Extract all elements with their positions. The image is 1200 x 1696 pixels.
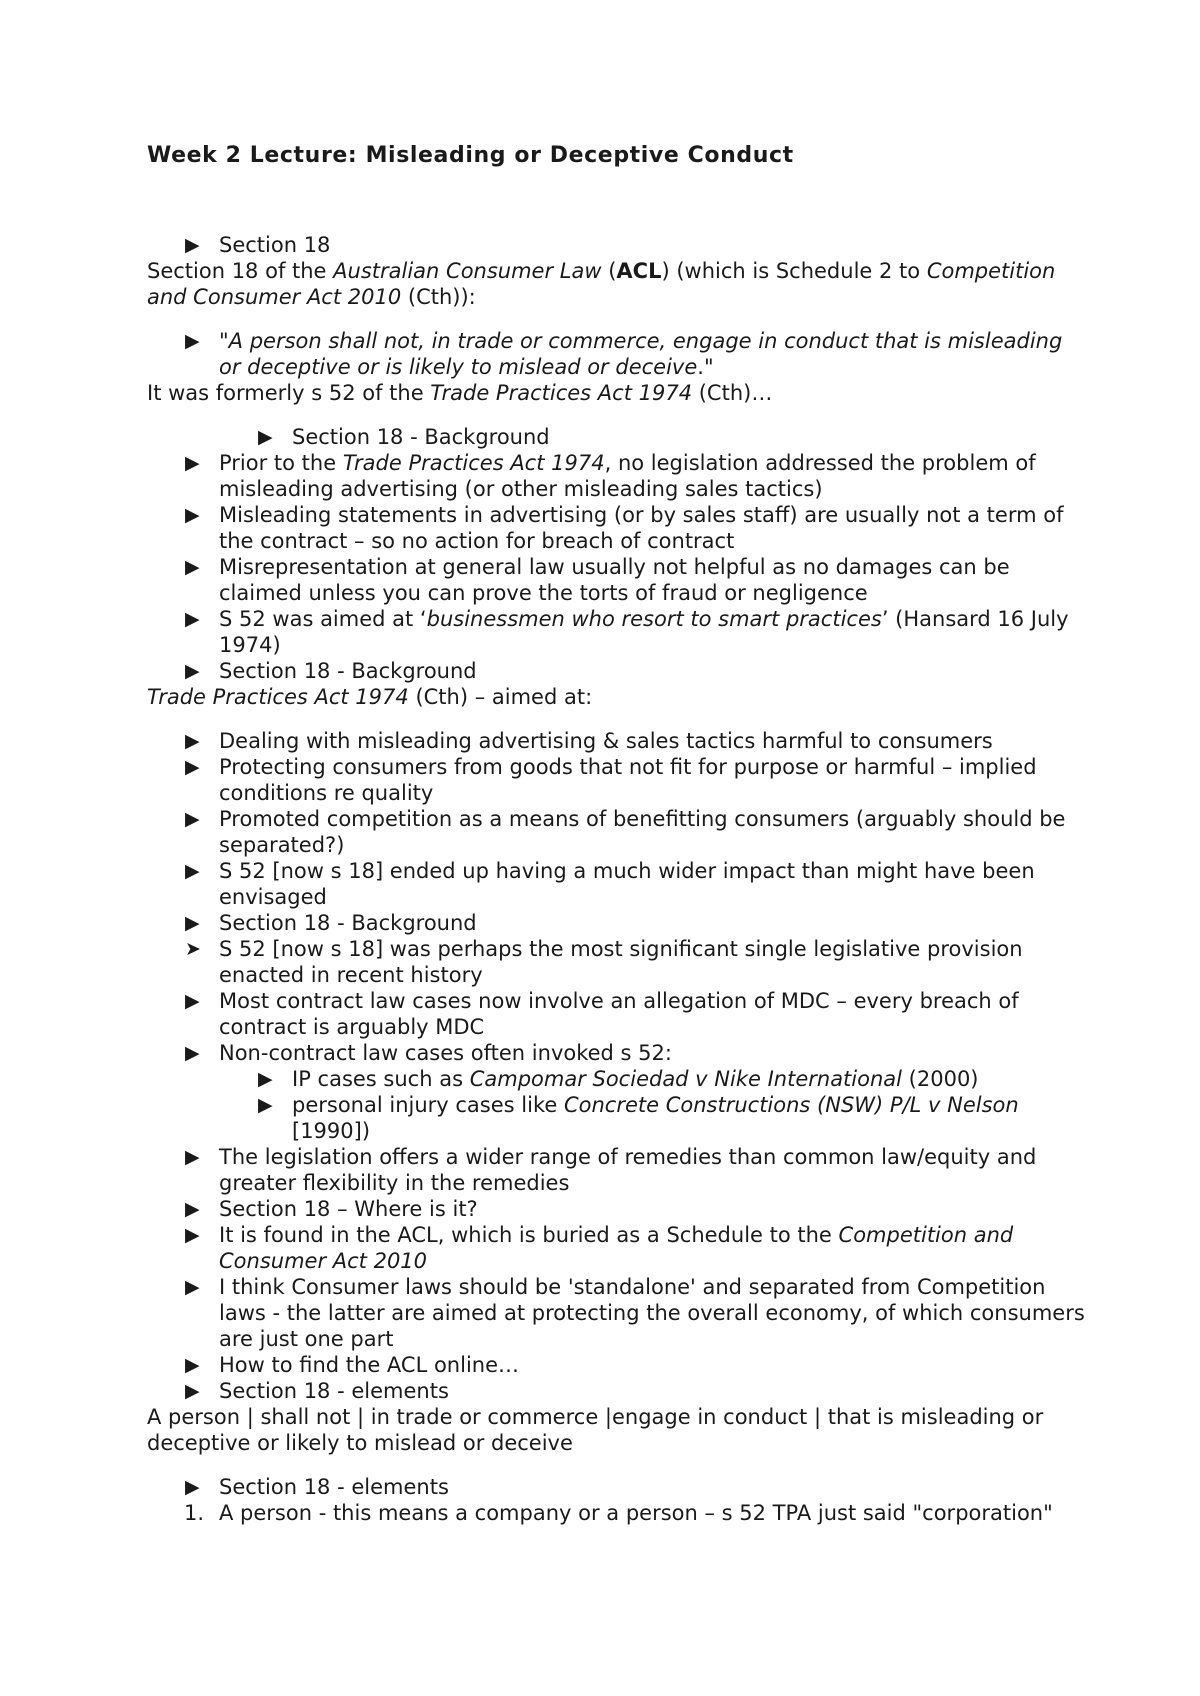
item-text	[219, 1223, 1013, 1273]
list-item	[147, 328, 1087, 380]
triangle-bullet-icon: ▶	[185, 660, 200, 682]
text-span: (2000)	[902, 1067, 979, 1091]
italic-text: Concrete Constructions (NSW) P/L v Nelson	[563, 1093, 1019, 1117]
numbered-item	[147, 1500, 1087, 1526]
item-text	[219, 1475, 449, 1499]
text-span: The legislation offers a wider range of remedies than common law/equity and greater flexibility in the remedies	[219, 1145, 1037, 1195]
list-item	[147, 936, 1087, 988]
triangle-bullet-icon: ▶	[185, 608, 200, 630]
triangle-bullet-icon: ▶	[185, 1042, 200, 1064]
triangle-bullet-icon: ▶	[185, 1354, 200, 1376]
triangle-bullet-icon: ▶	[258, 1094, 273, 1116]
text-span: Dealing with misleading advertising & sales tactics harmful to consumers	[219, 729, 993, 753]
item-text	[219, 555, 1010, 605]
italic-text: Trade Practices Act 1974	[147, 685, 409, 709]
list-item	[147, 606, 1087, 658]
spacer	[147, 710, 1087, 728]
italic-text: Competition and Consumer Act 2010	[219, 1223, 1014, 1273]
item-text	[219, 1275, 1085, 1351]
paragraph	[147, 684, 1087, 710]
triangle-bullet-icon: ▶	[185, 1380, 200, 1402]
list-item	[147, 1378, 1087, 1404]
text-span: (Cth) – aimed at:	[408, 685, 593, 709]
item-text	[219, 233, 330, 257]
item-text	[219, 937, 1023, 987]
item-text	[219, 451, 1036, 501]
item-text	[219, 989, 1019, 1039]
triangle-bullet-icon: ▶	[185, 990, 200, 1012]
italic-text: Trade Practices Act 1974	[342, 451, 605, 475]
text-span: Misleading statements in advertising (or by sales staff) are usually not a term of the contract – so no action for breach of contract	[219, 503, 1064, 553]
list-item	[147, 754, 1087, 806]
triangle-bullet-icon: ▶	[185, 330, 200, 352]
triangle-bullet-icon: ▶	[185, 1198, 200, 1220]
text-span: I think Consumer laws should be 'standalone' and separated from Competition laws - the latter are aimed at protecting the overall economy, of which consumers are just one part	[219, 1275, 1085, 1351]
item-text	[147, 259, 1055, 309]
list-item	[147, 232, 1087, 258]
list-item	[147, 858, 1087, 910]
paragraph	[147, 1404, 1087, 1456]
text-span: Section 18 – Where is it?	[219, 1197, 478, 1221]
arrow-bullet-icon: ➤	[185, 938, 201, 960]
triangle-bullet-icon: ▶	[185, 1476, 200, 1498]
text-span: personal injury cases like	[292, 1093, 564, 1117]
paragraph	[147, 258, 1087, 310]
item-text	[219, 1501, 1053, 1525]
text-span: Section 18 - elements	[219, 1379, 449, 1403]
list-item	[147, 910, 1087, 936]
text-span: (	[601, 259, 617, 283]
bold-text: ACL	[616, 259, 662, 283]
item-text	[219, 1145, 1036, 1195]
triangle-bullet-icon: ▶	[185, 1224, 200, 1246]
list-item	[147, 450, 1087, 502]
list-item	[147, 806, 1087, 858]
triangle-bullet-icon: ▶	[258, 1068, 273, 1090]
triangle-bullet-icon: ▶	[185, 556, 200, 578]
item-text	[292, 1067, 979, 1091]
text-span: Section 18 - Background	[292, 425, 550, 449]
triangle-bullet-icon: ▶	[185, 1146, 200, 1168]
text-span: Non-contract law cases often invoked s 52:	[219, 1041, 672, 1065]
text-span: [1990])	[292, 1119, 371, 1143]
triangle-bullet-icon: ▶	[258, 426, 273, 448]
list-item	[147, 502, 1087, 554]
list-item	[147, 658, 1087, 684]
italic-text: businessmen who resort to smart practices	[426, 607, 882, 631]
text-span: It is found in the ACL, which is buried as a Schedule to the	[219, 1223, 839, 1247]
text-span: ."	[697, 355, 714, 379]
list-item	[147, 554, 1087, 606]
text-span: Section 18 - Background	[219, 659, 477, 683]
list-item	[147, 1274, 1087, 1352]
italic-text: Competition and Consumer Act 2010	[147, 259, 1056, 309]
sub-list-item	[147, 1066, 1087, 1092]
item-text	[219, 607, 1069, 657]
text-span: ’ (Hansard 16 July 1974)	[219, 607, 1069, 657]
sub-list-item	[147, 424, 1087, 450]
italic-text: A person shall not, in trade or commerce, engage in conduct that is misleading or deceptive or is likely to mislead or deceive	[219, 329, 1063, 379]
triangle-bullet-icon: ▶	[185, 808, 200, 830]
text-span: Section 18 - elements	[219, 1475, 449, 1499]
text-span: A person | shall not | in trade or commerce |engage in conduct | that is misleading or deceptive or likely to mislead or deceive	[147, 1405, 1044, 1455]
item-text	[147, 1405, 1043, 1455]
document-title: Week 2 Lecture: Misleading or Deceptive Conduct	[147, 143, 794, 168]
text-span: Most contract law cases now involve an allegation of MDC – every breach of contract is arguably MDC	[219, 989, 1019, 1039]
text-span: It was formerly s 52 of the	[147, 381, 431, 405]
text-span: Protecting consumers from goods that not fit for purpose or harmful – implied conditions re quality	[219, 755, 1037, 805]
text-span: S 52 was aimed at ‘	[219, 607, 427, 631]
item-number: 1.	[184, 1501, 205, 1525]
triangle-bullet-icon: ▶	[185, 730, 200, 752]
triangle-bullet-icon: ▶	[185, 504, 200, 526]
text-span: A person - this means a company or a person – s 52 TPA just said "corporation"	[219, 1501, 1053, 1525]
triangle-bullet-icon: ▶	[185, 234, 200, 256]
italic-text: Campomar Sociedad v Nike International	[469, 1067, 902, 1091]
item-text	[292, 1093, 1019, 1143]
list-item	[147, 1196, 1087, 1222]
text-span: ) (which is Schedule 2 to	[661, 259, 927, 283]
text-span: Promoted competition as a means of benefitting consumers (arguably should be separated?)	[219, 807, 1066, 857]
list-item	[147, 1040, 1087, 1066]
italic-text: Trade Practices Act 1974	[430, 381, 693, 405]
text-span: (Cth)…	[692, 381, 773, 405]
item-text	[219, 1353, 519, 1377]
text-span: Section 18 of the	[147, 259, 334, 283]
text-span: , no legislation addressed the problem of misleading advertising (or other misleading sales tactics)	[219, 451, 1036, 501]
sub-list-item	[147, 1092, 1087, 1144]
triangle-bullet-icon: ▶	[185, 452, 200, 474]
text-span: How to find the ACL online…	[219, 1353, 520, 1377]
item-text	[219, 1379, 449, 1403]
item-text	[219, 329, 1062, 379]
item-text	[147, 381, 772, 405]
document-body	[147, 232, 1087, 1526]
text-span: Section 18 - Background	[219, 911, 477, 935]
item-text	[219, 755, 1037, 805]
item-text	[219, 911, 477, 935]
item-text	[219, 807, 1065, 857]
text-span: Misrepresentation at general law usually not helpful as no damages can be claimed unless you can prove the torts of fraud or negligence	[219, 555, 1010, 605]
spacer	[147, 1456, 1087, 1474]
text-span: S 52 [now s 18] was perhaps the most significant single legislative provision enacted in recent history	[219, 937, 1023, 987]
spacer	[147, 406, 1087, 424]
item-text	[219, 659, 477, 683]
text-span: Prior to the	[219, 451, 343, 475]
list-item	[147, 1352, 1087, 1378]
spacer	[147, 310, 1087, 328]
list-item	[147, 1144, 1087, 1196]
triangle-bullet-icon: ▶	[185, 860, 200, 882]
list-item	[147, 728, 1087, 754]
triangle-bullet-icon: ▶	[185, 756, 200, 778]
text-span: IP cases such as	[292, 1067, 470, 1091]
item-text	[219, 1041, 672, 1065]
text-span: "	[219, 329, 229, 353]
text-span: Section 18	[219, 233, 331, 257]
item-text	[147, 685, 592, 709]
item-text	[219, 1197, 478, 1221]
paragraph	[147, 380, 1087, 406]
triangle-bullet-icon: ▶	[185, 912, 200, 934]
item-text	[292, 425, 550, 449]
item-text	[219, 859, 1035, 909]
list-item	[147, 1474, 1087, 1500]
triangle-bullet-icon: ▶	[185, 1276, 200, 1298]
item-text	[219, 503, 1063, 553]
text-span: S 52 [now s 18] ended up having a much wider impact than might have been envisaged	[219, 859, 1035, 909]
list-item	[147, 1222, 1087, 1274]
list-item	[147, 988, 1087, 1040]
item-text	[219, 729, 993, 753]
italic-text: Australian Consumer Law	[333, 259, 602, 283]
text-span: (Cth)):	[401, 285, 476, 309]
